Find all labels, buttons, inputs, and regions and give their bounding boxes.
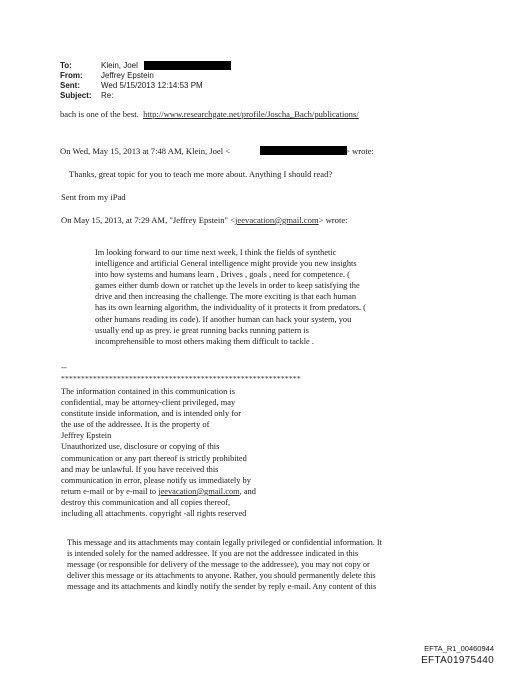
notice-email-link[interactable]: jeevacation@gmail.com xyxy=(158,486,240,496)
quoted-line: intelligence and artificial General intelligence might provide you new insights xyxy=(95,259,357,269)
quoted-message xyxy=(95,247,435,347)
disclaimer-line: deliver this message or its attachments to anyone. Rather, you should permanently delete this xyxy=(67,571,376,581)
to-label: To: xyxy=(60,61,72,70)
document-ref-secondary: EFTA01975440 xyxy=(421,655,494,666)
quoted-line: games either dumb down or ratchet up the levels in order to keep satisfying the xyxy=(95,281,360,291)
quote1-prefix: On Wed, May 15, 2013 at 7:48 AM, Klein, Joel < xyxy=(60,146,231,156)
disclaimer-line: is intended solely for the named addressee. If you are not the addressee indicated in this xyxy=(67,549,359,559)
sent-value: Wed 5/15/2013 12:14:53 PM xyxy=(101,81,203,90)
quoted-line: into how systems and humans learn , Drives , goals , need for competence. ( xyxy=(95,270,350,280)
document-ref-primary: EFTA_R1_00460944 xyxy=(424,644,494,653)
notice-line: The information contained in this communication is xyxy=(61,387,235,396)
quote1-signature: Sent from my iPad xyxy=(61,192,126,202)
separator-stars: ************************************************************ xyxy=(61,374,301,383)
notice-email-suffix: , and xyxy=(239,486,256,496)
notice-line xyxy=(61,486,256,497)
from-label: From: xyxy=(60,71,83,80)
quote2-prefix: On May 15, 2013, at 7:29 AM, "Jeffrey Epstein" < xyxy=(61,215,236,225)
disclaimer-line: This message and its attachments may contain legally privileged or confidential information. It xyxy=(67,538,382,547)
notice-line: destroy this communication and all copies thereof, xyxy=(61,497,231,507)
notice-line: including all attachments. copyright -all rights reserved xyxy=(61,509,247,519)
notice-line: the use of the addressee. It is the property of xyxy=(61,420,210,430)
quote1-suffix: > wrote: xyxy=(345,146,374,156)
disclaimer-line: message and its attachments and kindly notify the sender by reply e-mail. Any content of this xyxy=(67,582,377,592)
quote1-body: Thanks, great topic for you to teach me more about. Anything I should read? xyxy=(69,169,333,179)
quoted-line: has its own learning algorithm, the individuality of it protects it from predators. ( xyxy=(95,303,366,313)
from-value: Jeffrey Epstein xyxy=(101,71,154,80)
subject-label: Subject: xyxy=(60,91,92,100)
notice-line: and may be unlawful. If you have received this xyxy=(61,464,219,474)
notice-line: Unauthorized use, disclosure or copying of this xyxy=(61,442,220,452)
to-value: Klein, Joel xyxy=(101,61,138,70)
subject-value: Re: xyxy=(101,91,114,100)
quote1-attribution xyxy=(60,146,230,157)
quoted-line: drive and then increasing the challenge. The more exciting is that each human xyxy=(95,292,357,302)
quoted-line: Im looking forward to our time next week, I think the fields of synthetic xyxy=(95,248,337,257)
quote2-attribution xyxy=(61,215,348,226)
notice-line: communication in error, please notify us immediately by xyxy=(61,475,251,485)
notice-line: constitute inside information, and is intended only for xyxy=(61,409,242,419)
notice-line: confidential, may be attorney-client privileged, may xyxy=(61,398,236,408)
confidentiality-notice xyxy=(61,386,256,519)
notice-line: communication or any part thereof is strictly prohibited xyxy=(61,453,247,463)
quoted-line: other humans reading its code). If another human can hack your system, you xyxy=(95,314,352,324)
redaction-bar xyxy=(144,61,231,70)
disclaimer xyxy=(67,537,382,592)
separator-dashes: -- xyxy=(61,362,67,372)
sent-label: Sent: xyxy=(60,81,80,90)
quote2-email-link[interactable]: jeevacation@gmail.com xyxy=(235,215,319,225)
disclaimer-line: message (or responsible for delivery of the message to the addressee), you may not copy or xyxy=(67,560,370,570)
quoted-line: usually end up as prey. ie great running backs running pattern is xyxy=(95,325,309,335)
quote2-suffix: > wrote: xyxy=(318,215,348,225)
reply-line xyxy=(60,109,359,120)
notice-line: Jeffrey Epstein xyxy=(61,431,112,441)
researchgate-link[interactable]: http://www.researchgate.net/profile/Joscha_Bach/publications/ xyxy=(143,109,359,119)
redaction-bar xyxy=(260,146,347,155)
reply-text: bach is one of the best. xyxy=(60,109,139,119)
quoted-line: incomprehensible to most others making them difficult to tackle . xyxy=(95,336,314,346)
notice-email-prefix: return e-mail or by e-mail to xyxy=(61,486,159,496)
